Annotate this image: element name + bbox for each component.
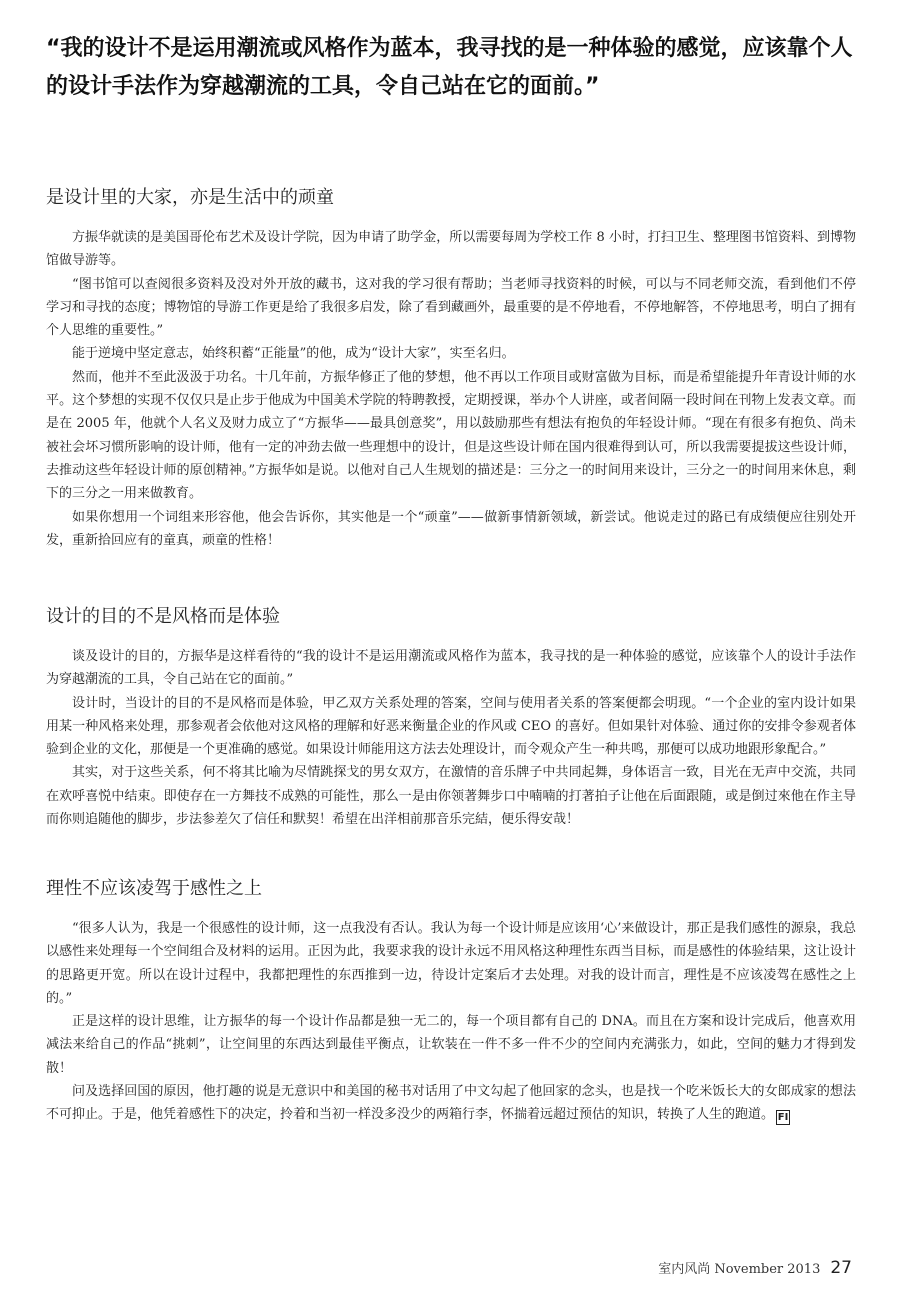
page-footer [658, 1258, 852, 1278]
magazine-issue: 室内风尚 November 2013 [658, 1262, 821, 1277]
page-number: 27 [830, 1258, 852, 1278]
section-title-3: 理性不应该凌驾于感性之上 [46, 878, 262, 899]
paragraph: “很多人认为，我是一个很感性的设计师，这一点我没有否认。我认为每一个设计师是应该用‘心’来做设计，那正是我们感性的源泉，我总以感性来处理每一个空间组合及材料的运用。正因为此，我要求我的设计永远不用风格这种理性东西当目标，而是感性的体验结果，这让设计的思路更开宽。所以在设计过程中，我都把理性的东西推到一边，待设计定案后才去处理。对我的设计而言，理性是不应该凌驾在感性之上的。” [46, 921, 856, 1006]
paragraph: 设计时，当设计的目的不是风格而是体验，甲乙双方关系处理的答案，空间与使用者关系的答案便都会明现。“一个企业的室内设计如果用某一种风格来处理，那参观者会依他对这风格的理解和好恶来衡量企业的作风或 CEO 的喜好。但如果针对体验、通过你的安排令参观者体验到企业的文化，那便是一个更准确的感觉。如果设计师能用这方法去处理设计，而令观众产生一种共鸣，那便可以成功地跟形象配合。” [46, 695, 856, 758]
section-title-1: 是设计里的大家，亦是生活中的顽童 [46, 187, 334, 208]
paragraph: 正是这样的设计思维，让方振华的每一个设计作品都是独一无二的，每一个项目都有自己的 DNA。而且在方案和设计完成后，他喜欢用减法来给自己的作品“挑刺”，让空间里的东西达到最佳平衡点，让软装在一件不多一件不少的空间内充满张力，如此，空间的魅力才得到发散！ [46, 1014, 856, 1076]
paragraph: 如果你想用一个词组来形容他，他会告诉你，其实他是一个“顽童”——做新事情新领域，新尝试。他说走过的路已有成绩便应往别处开发，重新拾回应有的童真，顽童的性格！ [46, 509, 856, 548]
paragraph-text: 问及选择回国的原因，他打趣的说是无意识中和美国的秘书对话用了中文勾起了他回家的念头，也是找一个吃米饭长大的女郎成家的想法不可抑止。于是，他凭着感性下的决定，拎着和当初一样没多没少的两箱行李，怀揣着远超过预估的知识，转换了人生的跑道。 [46, 1084, 856, 1123]
section-body-2 [46, 645, 856, 831]
paragraph [46, 1080, 856, 1127]
paragraph: 方振华就读的是美国哥伦布艺术及设计学院，因为申请了助学金，所以需要每周为学校工作 8 小时，打扫卫生、整理图书馆资料、到博物馆做导游等。 [46, 230, 856, 269]
section-body-1 [46, 226, 856, 552]
pull-quote: “我的设计不是运用潮流或风格作为蓝本，我寻找的是一种体验的感觉，应该靠个人的设计手法作为穿越潮流的工具，令自己站在它的面前。” [46, 36, 853, 99]
section-body-3 [46, 917, 856, 1127]
paragraph: 谈及设计的目的，方振华是这样看待的“我的设计不是运用潮流或风格作为蓝本，我寻找的是一种体验的感觉，应该靠个人的设计手法作为穿越潮流的工具，令自己站在它的面前。” [46, 649, 856, 688]
section-title-2: 设计的目的不是风格而是体验 [46, 606, 280, 627]
paragraph: “图书馆可以查阅很多资料及没对外开放的藏书，这对我的学习很有帮助；当老师寻找资料的时候，可以与不同老师交流，看到他们不停学习和寻找的态度；博物馆的导游工作更是给了我很多启发，除了看到藏画外，最重要的是不停地看，不停地解答，不停地思考，明白了拥有个人思维的重要性。” [46, 276, 856, 339]
end-mark-icon: FI [777, 1112, 789, 1124]
paragraph: 能于逆境中坚定意志，始终积蓄“正能量”的他，成为“设计大家”，实至名归。 [72, 346, 515, 362]
paragraph: 然而，他并不至此汲汲于功名。十几年前，方振华修正了他的梦想，他不再以工作项目或财富做为目标，而是希望能提升年青设计师的水平。这个梦想的实现不仅仅只是止步于他成为中国美术学院的特聘教授，定期授课，举办个人讲座，或者间隔一段时间在刊物上发表文章。而是在 2005 年，他就个人名义及财力成立了“方振华——最具创意奖”，用以鼓励那些有想法有抱负的年轻设计师。“现在有很多有抱负、尚未被社会坏习惯所影响的设计师，他有一定的冲劲去做一些理想中的设计，但是这些设计师在国内很难得到认可，所以我需要提拔这些设计师，去推动这些年轻设计师的原创精神。”方振华如是说。以他对自己人生规划的描述是：三分之一的时间用来设计，三分之一的时间用来休息，剩下的三分之一用来做教育。 [46, 369, 856, 502]
paragraph: 其实，对于这些关系，何不将其比喻为尽情跳探戈的男女双方，在激情的音乐牌子中共同起舞，身体语言一致，目光在无声中交流，共同在欢呼喜悦中结束。即使存在一方舞技不成熟的可能性，那么一是由你领著舞步口中喃喃的打著拍子让他在后面跟随，或是倒过來他在作主导而你则追随他的脚步，步法参差欠了信任和默契！希望在出洋相前那音乐完結，便乐得安哉！ [46, 765, 856, 828]
